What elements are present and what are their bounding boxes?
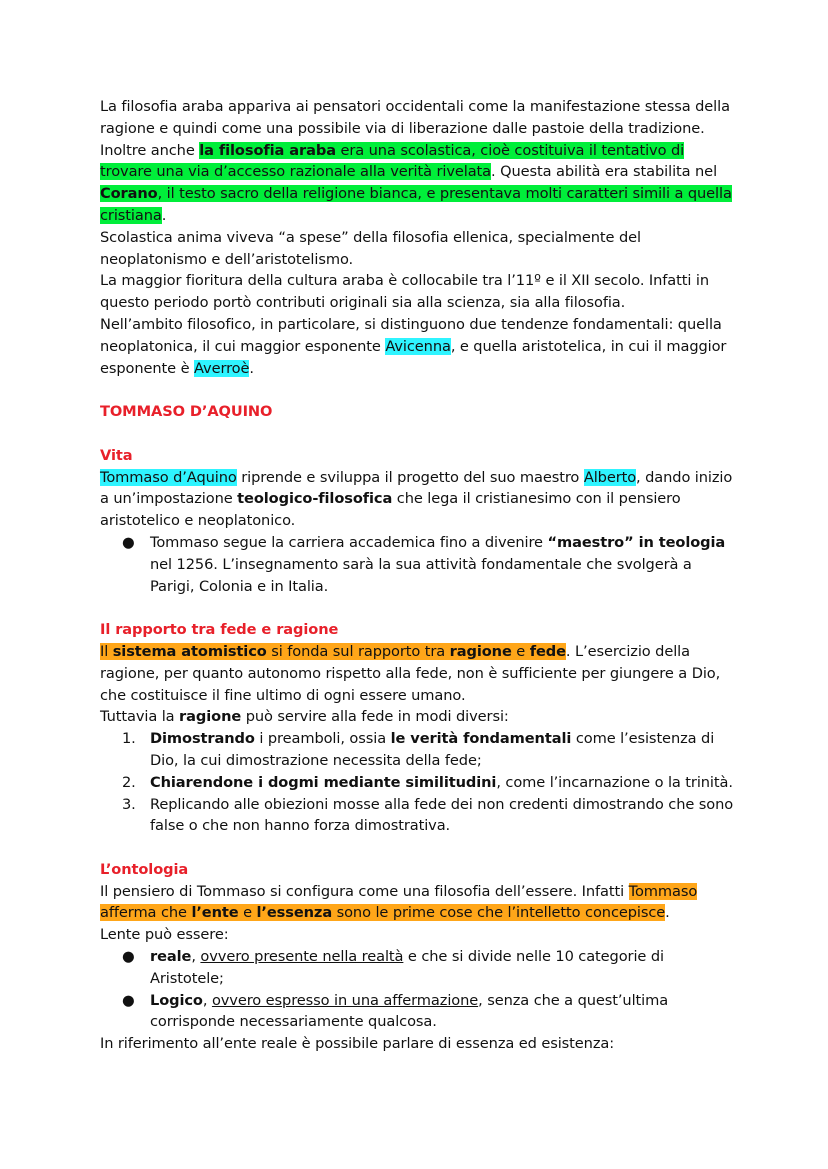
ragione-numbered-list — [100, 728, 738, 837]
highlight-averroe: Averroè — [194, 359, 250, 377]
bullet-icon: ● — [122, 948, 135, 966]
fioritura-paragraph: La maggior fioritura della cultura araba è collocabile tra l’11º e il XII secolo. Infatti in questo periodo portò contributi originali sia alla scienza, sia alla filosofia. — [100, 272, 709, 312]
ontologia-paragraph: Il pensiero di Tommaso si configura come una filosofia dell’essere. Infatti Tommaso afferma che l’ente e l’essenza sono le prime cose che l’intelletto concepisce. — [100, 882, 698, 922]
ente-bullet-list — [100, 946, 738, 1033]
list-item: ● Logico, ovvero espresso in una affermazione, senza che a quest’ultima corrisponde necessariamente qualcosa. — [122, 991, 669, 1031]
subheading-ontologia: L’ontologia — [100, 860, 189, 878]
ente-paragraph: Lente può essere: — [100, 926, 229, 944]
list-item: ● Tommaso segue la carriera accademica fino a divenire “maestro” in teologia nel 1256. L’insegnamento sarà la sua attività fondamentale che svolgerà a Parigi, Colonia e in Italia. — [122, 533, 726, 595]
highlight-ente-essenza: Tommaso afferma che l’ente e l’essenza sono le prime cose che l’intelletto concepisce — [100, 882, 698, 922]
bullet-icon: ● — [122, 533, 135, 551]
rapporto-paragraph: Il sistema atomistico si fonda sul rapporto tra ragione e fede. L’esercizio della ragione, per quanto autonomo rispetto alla fede, non è sufficiente per giungere a Dio, che costituisce il fine ultimo di ogni essere umano. — [100, 642, 721, 704]
list-item: 2. Chiarendone i dogmi mediante similitudini, come l’incarnazione o la trinità. — [122, 773, 733, 791]
section-heading-tommaso: TOMMASO D’AQUINO — [100, 403, 273, 421]
tendenze-paragraph: Nell’ambito filosofico, in particolare, si distinguono due tendenze fondamentali: quella neoplatonica, il cui maggior esponente Avicenna, e quella aristotelica, in cui il maggior esponente è Averroè. — [100, 315, 727, 377]
subheading-rapporto: Il rapporto tra fede e ragione — [100, 621, 339, 639]
list-item: ● reale, ovvero presente nella realtà e che si divide nelle 10 categorie di Aristotele; — [122, 948, 664, 987]
vita-bullet-list — [100, 532, 738, 597]
highlight-sistema: Il sistema atomistico si fonda sul rapporto tra ragione e fede — [100, 642, 566, 660]
list-item: 3. Replicando alle obiezioni mosse alla fede dei non credenti dimostrando che sono false o che non hanno forza dimostrativa. — [122, 795, 734, 835]
highlight-tommaso: Tommaso d’Aquino — [100, 468, 237, 486]
subheading-vita: Vita — [100, 446, 133, 464]
ente-reale-paragraph: In riferimento all’ente reale è possibile parlare di essenza ed esistenza: — [100, 1035, 615, 1053]
scolastica-paragraph: Scolastica anima viveva “a spese” della filosofia ellenica, specialmente del neoplatonismo e dell’aristotelismo. — [100, 228, 641, 268]
intro-paragraph: La filosofia araba appariva ai pensatori occidentali come la manifestazione stessa della ragione e quindi come una possibile via di liberazione dalle pastoie della tradizione. Inoltre anche la filosofia araba era una scolastica, cioè costituiva il tentativo di trovare una via d’accesso razionale alla verità rivelata. Questa abilità era stabilita nel Corano, il testo sacro della religione bianca, e presentava molti caratteri simili a quella cristiana. — [100, 98, 732, 224]
list-item: 1. Dimostrando i preamboli, ossia le verità fondamentali come l’esistenza di Dio, la cui dimostrazione necessita della fede; — [122, 730, 715, 769]
highlight-arab-philosophy: la filosofia araba era una scolastica, cioè costituiva il tentativo di trovare una via d’accesso razionale alla verità rivelata — [100, 141, 685, 181]
ragione-paragraph: Tuttavia la ragione può servire alla fede in modi diversi: — [100, 708, 509, 726]
vita-paragraph: Tommaso d’Aquino riprende e sviluppa il progetto del suo maestro Alberto, dando inizio a un’impostazione teologico-filosofica che lega il cristianesimo con il pensiero aristotelico e neoplatonico. — [100, 468, 733, 530]
highlight-alberto: Alberto — [583, 468, 637, 486]
bullet-icon: ● — [122, 991, 135, 1009]
highlight-avicenna: Avicenna — [385, 337, 451, 355]
highlight-corano: Corano, il testo sacro della religione bianca, e presentava molti caratteri simili a quella cristiana — [100, 185, 732, 224]
